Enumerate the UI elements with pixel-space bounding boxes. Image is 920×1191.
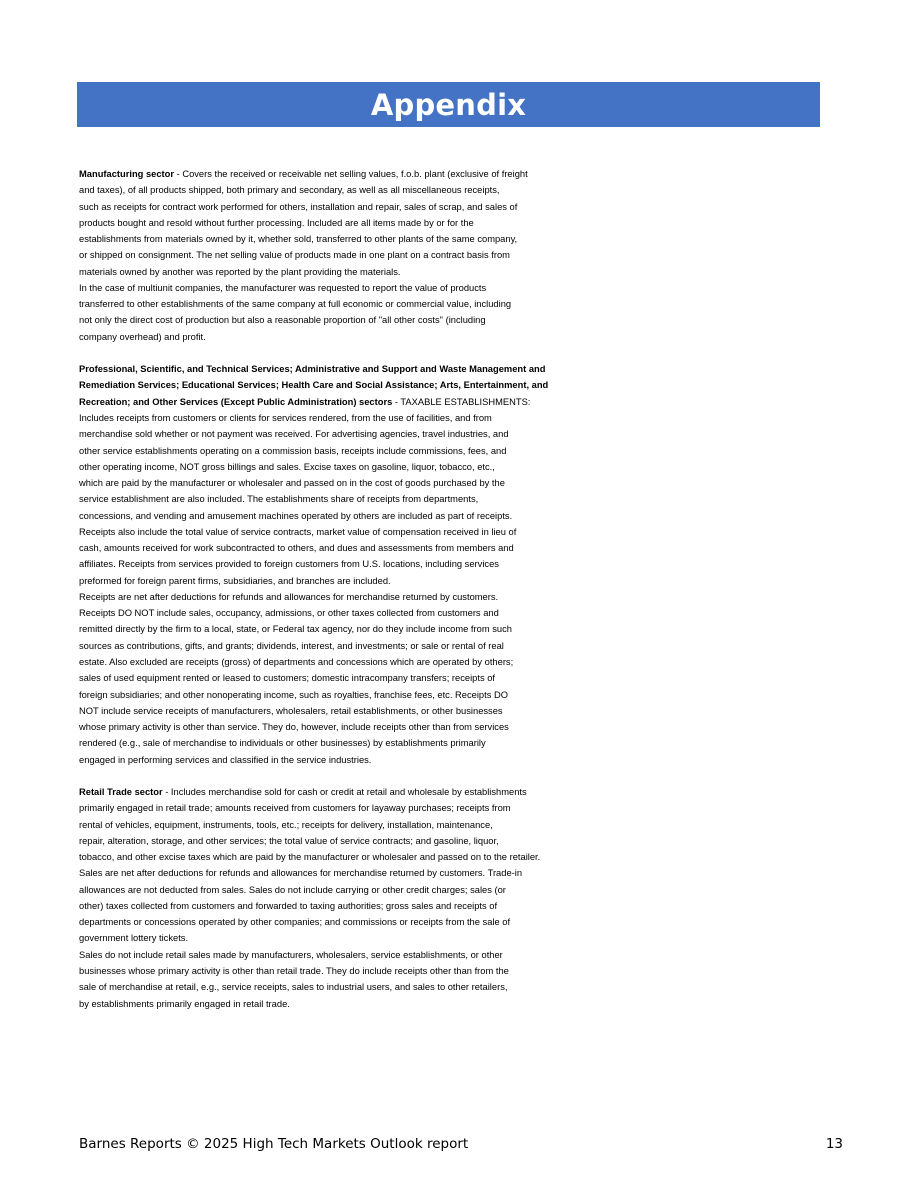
services-text-line: merchandise sold whether or not payment was received. For advertising agencies, travel industries, and [79,429,509,440]
manufacturing-text-line: and taxes), of all products shipped, both primary and secondary, as well as all miscellaneous receipts, [79,185,500,196]
page-title: Appendix [370,87,527,122]
services-text-line: Receipts are net after deductions for refunds and allowances for merchandise returned by customers. [79,591,499,602]
services-text-line: whose primary activity is other than service. They do, however, include receipts other than from services [79,722,509,733]
services-section [79,361,639,768]
retail-text-line: Sales are net after deductions for refunds and allowances for merchandise returned by customers. Trade-in [79,868,523,879]
services-text-line: which are paid by the manufacturer or wholesaler and passed on in the cost of goods purchased by the [79,478,505,489]
services-heading-line-2: Remediation Services; Educational Services; Health Care and Social Assistance; Arts, Entertainment, and [79,380,549,391]
page-number: 13 [825,1136,843,1152]
services-text-line: foreign subsidiaries; and other nonoperating income, such as royalties, franchise fees, etc. Receipts DO [79,689,509,700]
services-text-line: Receipts also include the total value of service contracts, market value of compensation received in lieu of [79,526,517,537]
retail-text-line: sale of merchandise at retail, e.g., service receipts, sales to industrial users, and sales to other retailers, [79,982,508,993]
retail-text-line: other) taxes collected from customers and forwarded to taxing authorities; gross sales and receipts of [79,900,498,911]
manufacturing-heading: Manufacturing sector [79,169,175,179]
manufacturing-text-line: not only the direct cost of production but also a reasonable proportion of "all other costs" (including [79,315,486,326]
manufacturing-text-line: such as receipts for contract work performed for others, installation and repair, sales of scrap, and sales of [79,201,518,212]
retail-section [79,784,639,1012]
services-text-line: estate. Also excluded are receipts (gross) of departments and concessions which are operated by others; [79,656,514,667]
retail-text-line: repair, alteration, storage, and other services; the total value of service contracts; and gasoline, liquor, [79,835,499,846]
services-text-line: preformed for foreign parent firms, subsidiaries, and branches are included. [79,575,391,586]
retail-text-line: businesses whose primary activity is other than retail trade. They do include receipts other than from the [79,966,509,977]
manufacturing-text-line: materials owned by another was reported by the plant providing the materials. [79,266,401,277]
retail-text-line: departments or concessions operated by other companies; and commissions or receipts from the sale of [79,917,511,928]
services-text-line: other operating income, NOT gross billings and sales. Excise taxes on gasoline, liquor, tobacco, etc., [79,461,495,472]
services-text-line: remitted directly by the firm to a local, state, or Federal tax agency, nor do they include income from such [79,624,512,635]
services-text-line: service establishment are also included. The establishments share of receipts from departments, [79,494,479,505]
manufacturing-line-1-rest: - Covers the received or receivable net selling values, f.o.b. plant (exclusive of freight [174,169,528,179]
services-heading-line-3-rest: - TAXABLE ESTABLISHMENTS: [392,396,531,407]
retail-text-line: primarily engaged in retail trade; amounts received from customers for layaway purchases; receipts from [79,803,511,814]
manufacturing-text-line: In the case of multiunit companies, the manufacturer was requested to report the value of products [79,282,487,293]
services-text-line: affiliates. Receipts from services provided to foreign customers from U.S. locations, including services [79,559,499,570]
retail-heading: Retail Trade sector [79,787,163,798]
services-text-line: sales of used equipment rented or leased to customers; domestic intracompany transfers; receipts of [79,673,496,684]
services-text-line: sources as contributions, gifts, and grants; dividends, interest, and investments; or sale or rental of real [79,640,504,651]
services-text-line: other service establishments operating on a commission basis, receipts include commissions, fees, and [79,445,507,456]
retail-text-line: Sales do not include retail sales made by manufacturers, wholesalers, service establishments, or other [79,949,503,960]
services-text-line: Receipts DO NOT include sales, occupancy, admissions, or other taxes collected from customers and [79,608,499,619]
services-heading-line-1: Professional, Scientific, and Technical Services; Administrative and Support and Waste Management and [79,364,546,375]
retail-text-line: rental of vehicles, equipment, instruments, tools, etc.; receipts for delivery, installation, maintenance, [79,819,493,830]
appendix-body [79,166,639,1012]
retail-text-line: by establishments primarily engaged in retail trade. [79,998,290,1009]
services-text-line: cash, amounts received for work subcontracted to others, and dues and assessments from members and [79,543,514,554]
services-text-line: rendered (e.g., sale of merchandise to individuals or other businesses) by establishments primarily [79,738,486,749]
section-spacer [79,768,639,784]
services-text-line: concessions, and vending and amusement machines operated by others are included as part of receipts. [79,510,513,521]
retail-line-1 [79,784,639,800]
services-heading-line-3 [79,394,639,410]
retail-text-line: tobacco, and other excise taxes which are paid by the manufacturer or wholesaler and passed on to the retailer. [79,852,541,863]
manufacturing-text-line: or shipped on consignment. The net selling value of products made in one plant on a contract basis from [79,250,510,261]
manufacturing-text-line: transferred to other establishments of the same company at full economic or commercial value, including [79,299,512,310]
manufacturing-text-line: establishments from materials owned by it, whether sold, transferred to other plants of the same company, [79,234,518,245]
manufacturing-line-1 [79,166,639,182]
footer-copyright: Barnes Reports © 2025 High Tech Markets Outlook report [79,1136,469,1152]
appendix-banner [77,82,820,127]
services-text-line: Includes receipts from customers or clients for services rendered, from the use of facilities, and from [79,412,492,423]
services-heading-line-3-bold: Recreation; and Other Services (Except Public Administration) sectors [79,396,393,407]
manufacturing-section [79,166,639,345]
section-spacer [79,345,639,361]
manufacturing-text-line: company overhead) and profit. [79,331,206,342]
retail-line-1-rest: - Includes merchandise sold for cash or credit at retail and wholesale by establishments [162,787,527,798]
retail-text-line: allowances are not deducted from sales. Sales do not include carrying or other credit charges; sales (or [79,884,506,895]
retail-text-line: government lottery tickets. [79,933,189,944]
manufacturing-text-line: products bought and resold without further processing. Included are all items made by or for the [79,217,474,228]
services-text-line: engaged in performing services and classified in the service industries. [79,754,372,765]
services-text-line: NOT include service receipts of manufacturers, wholesalers, retail establishments, or other businesses [79,705,503,716]
